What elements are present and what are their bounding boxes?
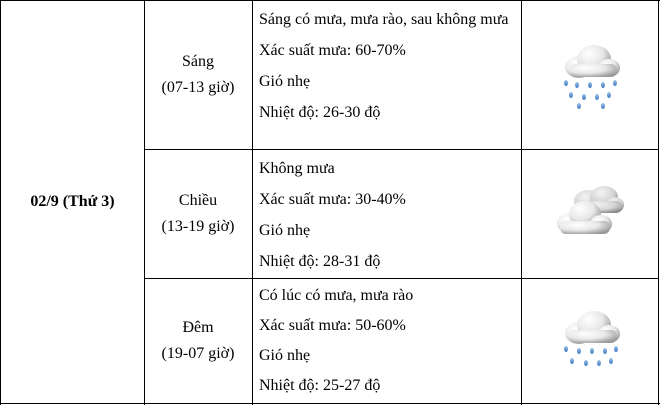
wind-text: Gió nhẹ [259, 347, 311, 364]
period-name: Chiều [178, 192, 218, 209]
temperature-text: Nhiệt độ: 26-30 độ [259, 104, 381, 121]
period-name: Sáng [182, 53, 214, 70]
period-name: Đêm [182, 319, 214, 336]
wind-text: Gió nhẹ [259, 73, 311, 90]
period-hours: (19-07 giờ) [161, 345, 235, 362]
condition-text: Không mưa [259, 160, 335, 177]
icon-cell-night [524, 279, 656, 403]
divider-date [144, 0, 145, 405]
date-label: 02/9 (Thứ 3) [30, 193, 115, 210]
period-cell-morning [146, 2, 250, 148]
cloud-icon [554, 183, 626, 245]
rain-cloud-icon [557, 308, 623, 374]
rain-probability-text: Xác suất mưa: 30-40% [259, 191, 406, 208]
divider-period [252, 0, 253, 405]
border-top [0, 0, 660, 1]
border-left [0, 0, 1, 405]
divider-detail [521, 0, 522, 405]
rain-probability-text: Xác suất mưa: 60-70% [259, 42, 406, 59]
date-cell [3, 3, 142, 401]
border-bottom [0, 403, 660, 404]
period-cell-night [146, 279, 250, 403]
condition-text: Có lúc có mưa, mưa rào [259, 287, 414, 304]
condition-text: Sáng có mưa, mưa rào, sau không mưa [259, 11, 509, 28]
icon-cell-afternoon [524, 150, 656, 278]
period-hours: (13-19 giờ) [161, 218, 235, 235]
temperature-text: Nhiệt độ: 25-27 độ [259, 377, 381, 394]
border-right [658, 0, 659, 405]
detail-cell-night [259, 285, 517, 397]
temperature-text: Nhiệt độ: 28-31 độ [259, 253, 381, 270]
rain-probability-text: Xác suất mưa: 50-60% [259, 317, 406, 334]
detail-cell-morning [259, 9, 517, 124]
period-cell-afternoon [146, 150, 250, 278]
detail-cell-afternoon [259, 158, 517, 273]
icon-cell-morning [524, 2, 656, 148]
wind-text: Gió nhẹ [259, 222, 311, 239]
rain-cloud-icon [557, 40, 623, 110]
period-hours: (07-13 giờ) [161, 79, 235, 96]
